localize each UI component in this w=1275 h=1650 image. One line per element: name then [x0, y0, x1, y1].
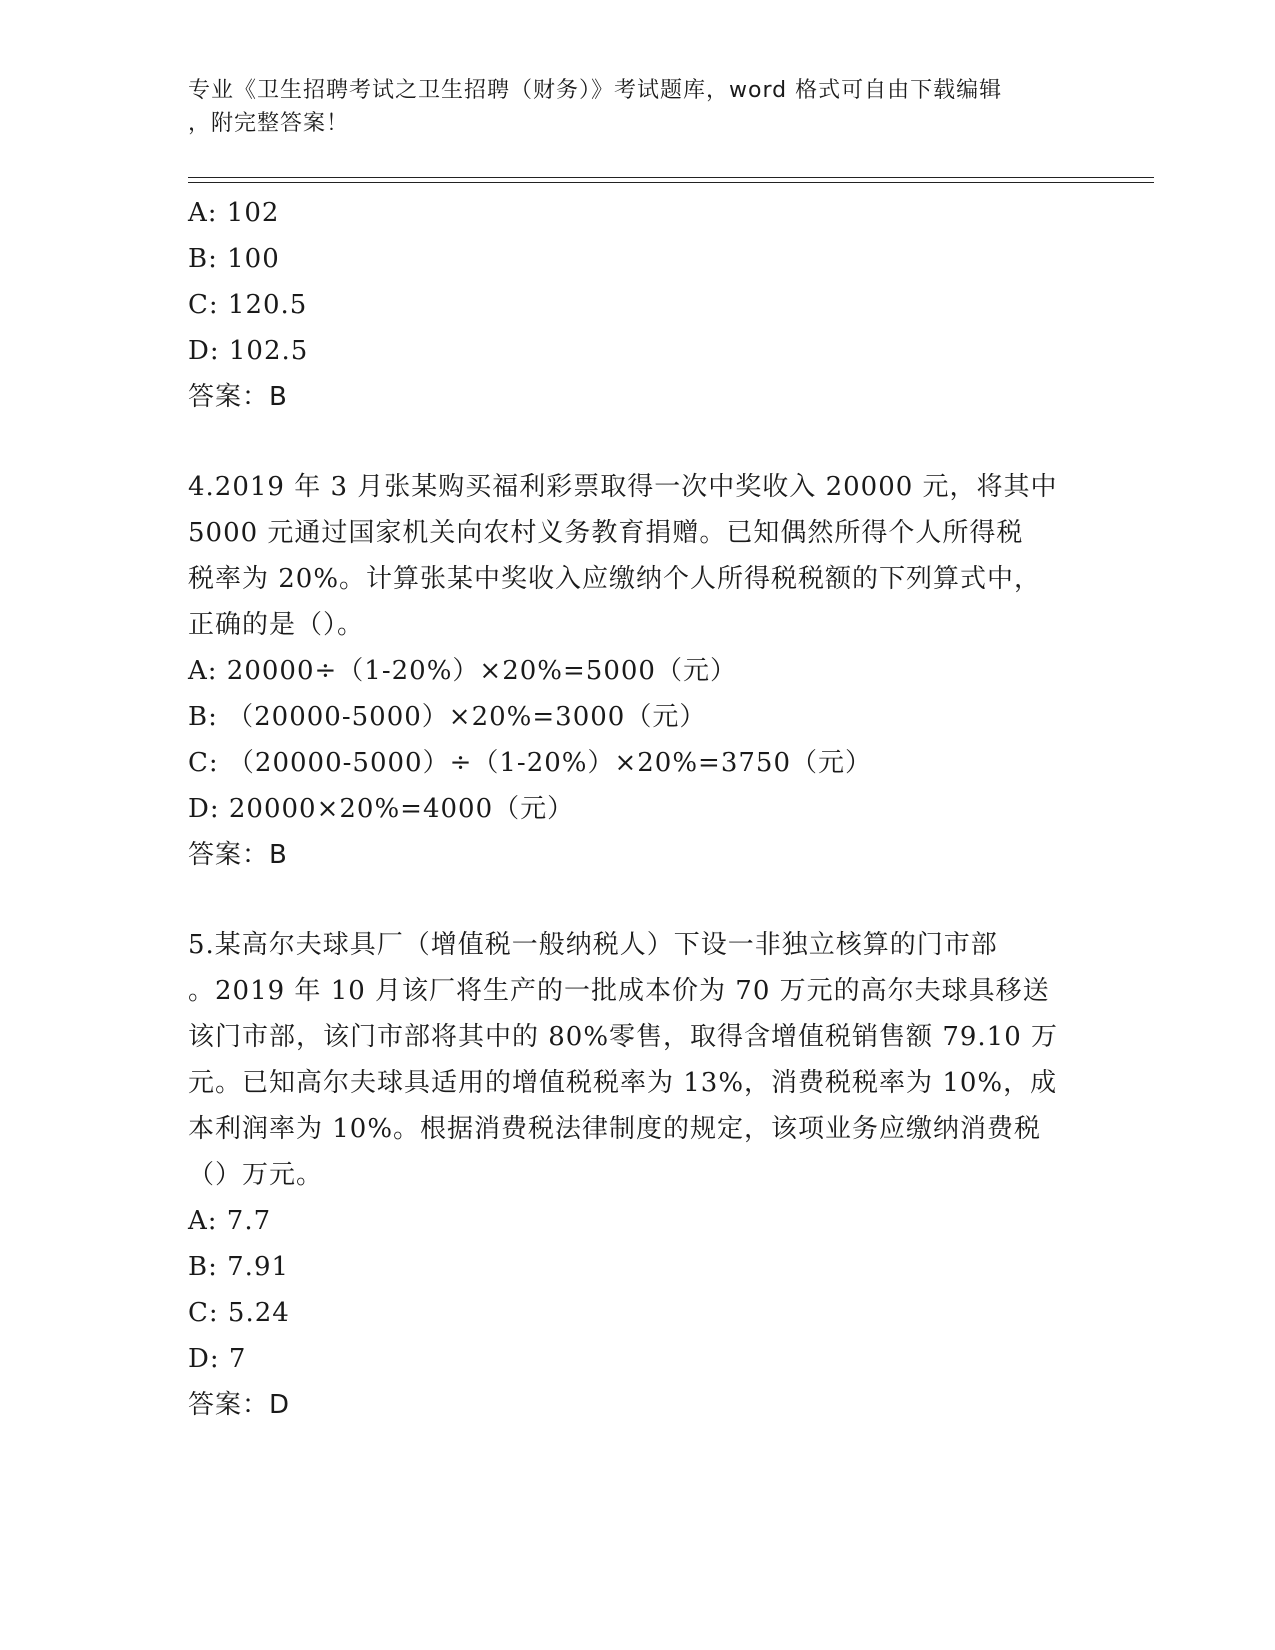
q4-option-c: C: （20000-5000）÷（1-20%）×20%=3750（元）	[188, 748, 873, 778]
question-3-block	[188, 190, 1088, 420]
header-line-1: 专业《卫生招聘考试之卫生招聘（财务）》考试题库，word 格式可自由下载编辑	[188, 78, 1003, 103]
q3-option-c: C: 120.5	[188, 290, 308, 320]
q5-option-d: D: 7	[188, 1344, 247, 1374]
q4-stem	[188, 464, 1088, 648]
document-body	[188, 190, 1088, 1428]
q3-option-d: D: 102.5	[188, 336, 309, 366]
header-divider-top	[188, 177, 1154, 178]
question-4-block	[188, 464, 1088, 878]
q3-option-b: B: 100	[188, 244, 280, 274]
header-divider-bottom	[188, 182, 1154, 183]
q5-answer: 答案：D	[188, 1390, 291, 1420]
q5-stem-line: 本利润率为 10%。根据消费税法律制度的规定，该项业务应缴纳消费税	[188, 1114, 1042, 1144]
q4-stem-line: 正确的是（）。	[188, 610, 365, 640]
q5-stem-line: 该门市部，该门市部将其中的 80%零售，取得含增值税销售额 79.10 万	[188, 1022, 1059, 1052]
question-5-block	[188, 922, 1088, 1428]
q4-answer: 答案：B	[188, 840, 288, 870]
q4-option-b: B: （20000-5000）×20%=3000（元）	[188, 702, 707, 732]
header-line-2: ，附完整答案！	[188, 111, 350, 136]
q3-answer: 答案：B	[188, 382, 288, 412]
document-header	[188, 74, 1088, 140]
q5-option-b: B: 7.91	[188, 1252, 290, 1282]
q4-stem-line: 4.2019 年 3 月张某购买福利彩票取得一次中奖收入 20000 元，将其中	[188, 472, 1058, 502]
q4-stem-line: 5000 元通过国家机关向农村义务教育捐赠。已知偶然所得个人所得税	[188, 518, 1024, 548]
q5-option-a: A: 7.7	[188, 1206, 272, 1236]
q5-stem	[188, 922, 1088, 1198]
q5-option-c: C: 5.24	[188, 1298, 290, 1328]
q5-stem-line: 元。已知高尔夫球具适用的增值税税率为 13%，消费税税率为 10%，成	[188, 1068, 1058, 1098]
q4-option-d: D: 20000×20%=4000（元）	[188, 794, 575, 824]
spacer	[188, 878, 1088, 922]
q4-option-a: A: 20000÷（1-20%）×20%=5000（元）	[188, 656, 737, 686]
spacer	[188, 420, 1088, 464]
q5-stem-line: （）万元。	[188, 1160, 324, 1190]
q5-stem-line: 5.某高尔夫球具厂（增值税一般纳税人）下设一非独立核算的门市部	[188, 930, 998, 960]
q5-stem-line: 。2019 年 10 月该厂将生产的一批成本价为 70 万元的高尔夫球具移送	[188, 976, 1050, 1006]
q4-stem-line: 税率为 20%。计算张某中奖收入应缴纳个人所得税税额的下列算式中，	[188, 564, 1042, 594]
q3-option-a: A: 102	[188, 198, 280, 228]
